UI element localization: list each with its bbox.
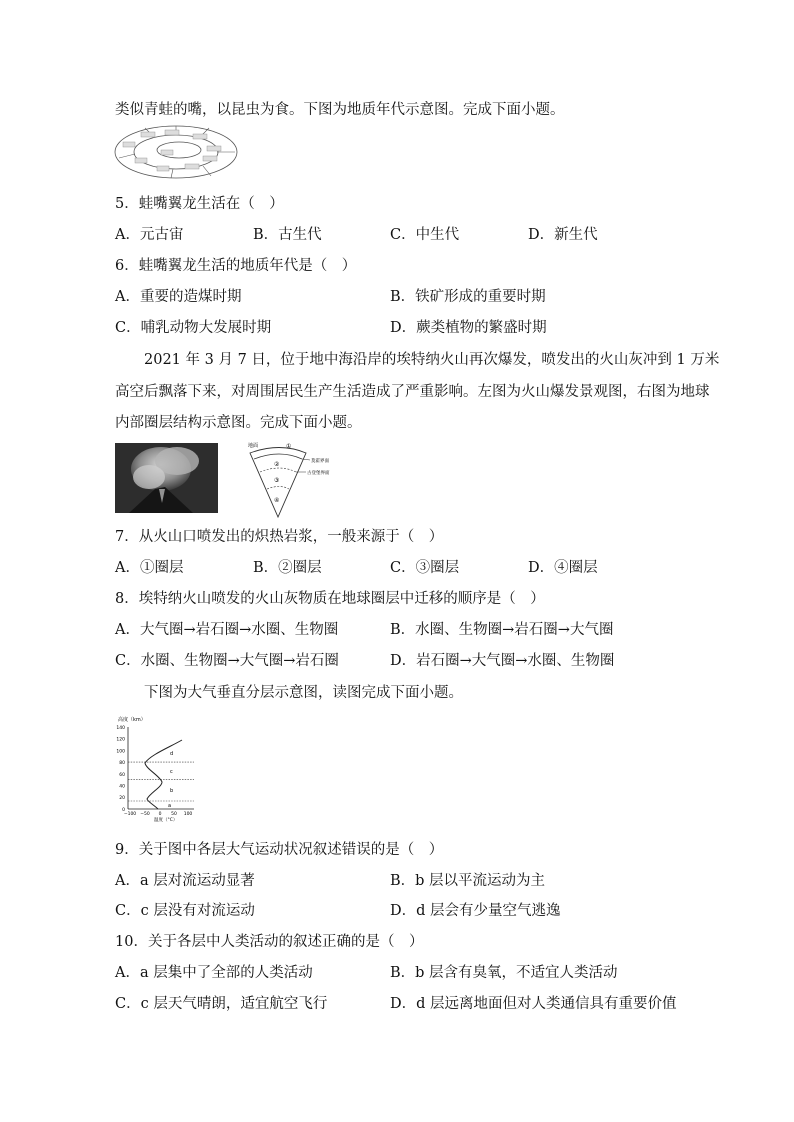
atm-layer-c-label: c xyxy=(170,769,173,775)
atm-layer-a-label: a xyxy=(168,803,172,809)
intro-text-volcano-2: 高空后飘落下来，对周围居民生产生活造成了严重影响。左图为火山爆发景观图，右图为地球 xyxy=(115,384,710,400)
intro-text-geologic: 类似青蛙的嘴，以昆虫为食。下图为地质年代示意图。完成下面小题。 xyxy=(115,102,565,118)
q6-option-c[interactable]: C．哺乳动物大发展时期 xyxy=(115,320,272,336)
q9-option-d[interactable]: D．d 层会有少量空气逃逸 xyxy=(390,903,561,919)
q10-option-b[interactable]: B．b 层含有臭氧，不适宜人类活动 xyxy=(390,965,618,981)
atm-ytick: 100 xyxy=(116,749,125,755)
q7-option-b[interactable]: B．②圈层 xyxy=(253,560,322,576)
moho-boundary-label: 莫霍界面 xyxy=(311,459,329,464)
atm-ytick: 60 xyxy=(119,772,125,778)
atm-xtick: 0 xyxy=(158,812,162,817)
atm-ytick: 120 xyxy=(116,737,125,743)
layers-top-label: 地面 xyxy=(248,443,259,449)
atm-xtick: −100 xyxy=(123,812,137,817)
q7-option-c[interactable]: C．③圈层 xyxy=(390,560,460,576)
q6-stem: 6．蛙嘴翼龙生活的地质年代是（ ） xyxy=(115,258,357,274)
layer-4-label: ④ xyxy=(274,497,280,504)
q10-stem: 10．关于各层中人类活动的叙述正确的是（ ） xyxy=(115,934,424,950)
atm-layer-b-label: b xyxy=(170,788,174,794)
q6-option-a[interactable]: A．重要的造煤时期 xyxy=(115,289,242,305)
q9-option-a[interactable]: A．a 层对流运动显著 xyxy=(115,873,255,889)
atm-y-axis-label: 高度（km） xyxy=(118,717,146,723)
q8-option-a[interactable]: A．大气圈→岩石圈→水圈、生物圈 xyxy=(115,622,339,638)
q9-stem: 9．关于图中各层大气运动状况叙述错误的是（ ） xyxy=(115,842,444,858)
earth-interior-layers-figure xyxy=(240,440,360,520)
q8-option-c[interactable]: C．水圈、生物圈→大气圈→岩石圈 xyxy=(115,653,339,669)
q9-option-b[interactable]: B．b 层以平流运动为主 xyxy=(390,873,546,889)
atm-ytick: 40 xyxy=(119,784,125,790)
q8-option-b[interactable]: B．水圈、生物圈→岩石圈→大气圈 xyxy=(390,622,614,638)
q8-option-d[interactable]: D．岩石圈→大气圈→水圈、生物圈 xyxy=(390,653,615,669)
atm-ytick: 80 xyxy=(119,761,125,767)
q6-option-b[interactable]: B．铁矿形成的重要时期 xyxy=(390,289,546,305)
atm-xtick: −50 xyxy=(140,812,150,817)
q8-stem: 8．埃特纳火山喷发的火山灰物质在地球圈层中迁移的顺序是（ ） xyxy=(115,591,545,607)
q10-option-a[interactable]: A．a 层集中了全部的人类活动 xyxy=(115,965,313,981)
atm-ytick: 140 xyxy=(116,726,125,731)
atmosphere-layers-figure xyxy=(110,713,202,823)
gutenberg-boundary-label: 古登堡界面 xyxy=(307,471,330,476)
q5-stem: 5．蛙嘴翼龙生活在（ ） xyxy=(115,196,284,212)
atm-x-axis-label: 温度（°C） xyxy=(154,818,178,823)
intro-text-volcano-1: 2021 年 3 月 7 日，位于地中海沿岸的埃特纳火山再次爆发，喷发出的火山灰冲到 1 万米 xyxy=(144,352,720,368)
volcano-eruption-photo xyxy=(115,443,218,513)
layer-2-label: ② xyxy=(274,461,280,468)
q10-option-d[interactable]: D．d 层远离地面但对人类通信具有重要价值 xyxy=(390,996,677,1012)
intro-text-volcano-3: 内部圈层结构示意图。完成下面小题。 xyxy=(115,415,362,431)
q7-stem: 7．从火山口喷发出的炽热岩浆，一般来源于（ ） xyxy=(115,529,444,545)
intro-text-atmosphere: 下图为大气垂直分层示意图，读图完成下面小题。 xyxy=(144,685,463,701)
layer-3-label: ③ xyxy=(274,477,280,484)
atm-xtick: 50 xyxy=(171,812,177,817)
q5-option-a[interactable]: A．元古宙 xyxy=(115,227,184,243)
q9-option-c[interactable]: C．c 层没有对流运动 xyxy=(115,903,255,919)
layer-1-label: ① xyxy=(286,443,292,450)
atm-ytick: 20 xyxy=(119,796,125,802)
q10-option-c[interactable]: C．c 层天气晴朗，适宜航空飞行 xyxy=(115,996,328,1012)
q7-option-a[interactable]: A．①圈层 xyxy=(115,560,184,576)
atm-ytick: 0 xyxy=(122,808,125,813)
q5-option-b[interactable]: B．古生代 xyxy=(253,227,322,243)
q6-option-d[interactable]: D．蕨类植物的繁盛时期 xyxy=(390,320,547,336)
atm-xtick: 100 xyxy=(183,812,193,817)
atm-layer-d-label: d xyxy=(170,751,174,757)
q5-option-c[interactable]: C．中生代 xyxy=(390,227,460,243)
geologic-time-spiral-figure xyxy=(113,124,239,180)
q5-option-d[interactable]: D．新生代 xyxy=(528,227,598,243)
q7-option-d[interactable]: D．④圈层 xyxy=(528,560,598,576)
